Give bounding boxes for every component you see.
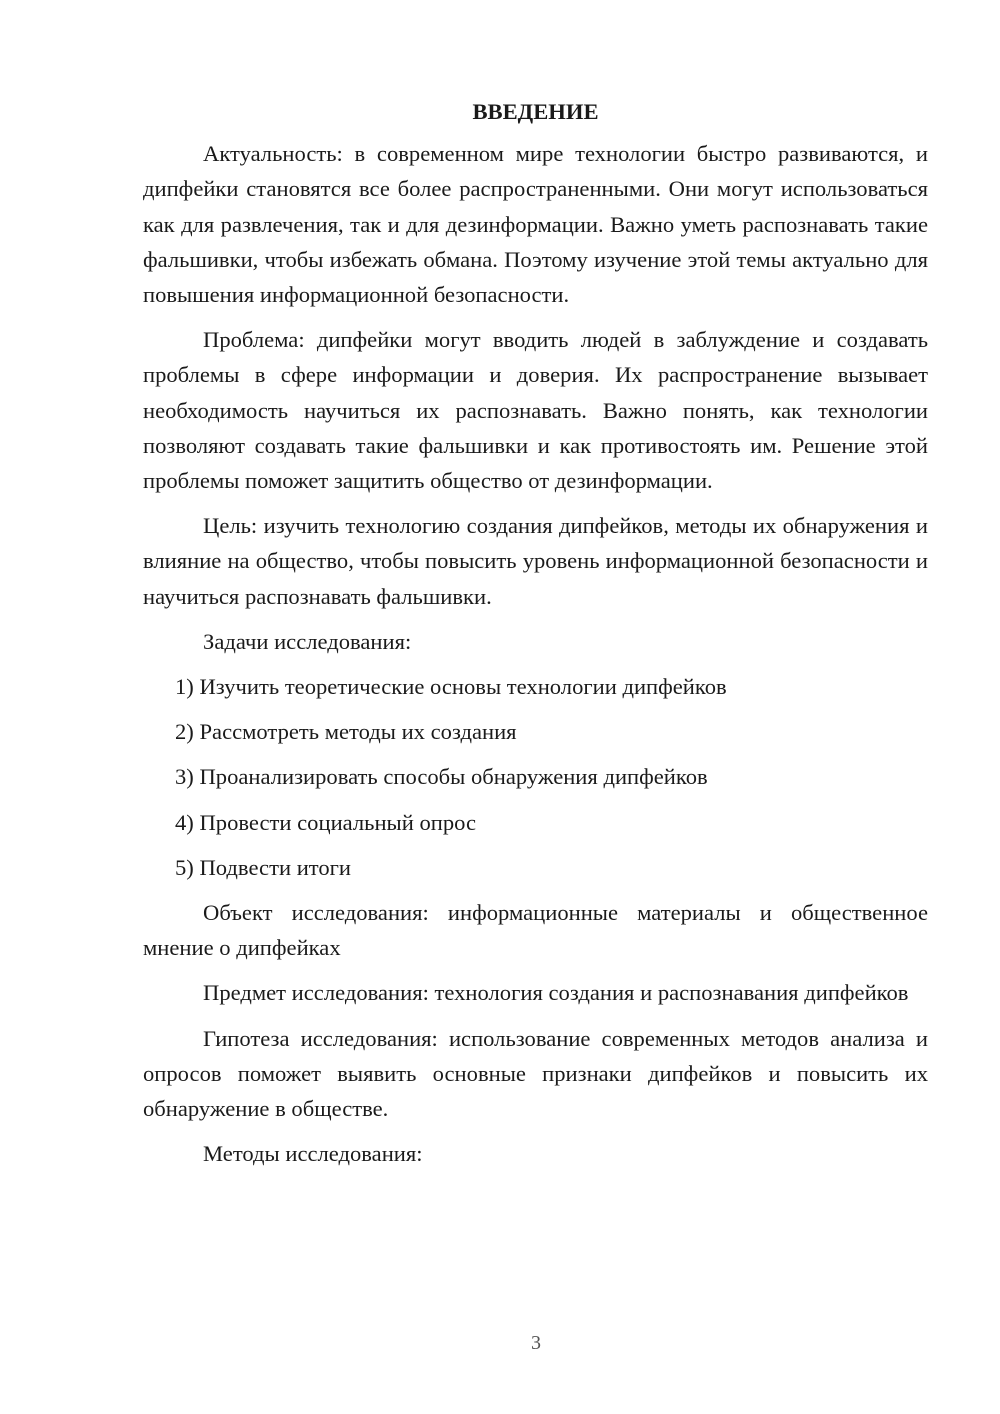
paragraph-problem: Проблема: дипфейки могут вводить людей в заблуждение и создавать проблемы в сфере информации и доверия. Их распространение вызывает необходимость научиться их распознавать. Важно понять, как технологии позволяют создавать такие фальшивки и как противостоять им. Решение этой проблемы поможет защитить общество от дезинформации.	[143, 327, 928, 494]
paragraph-hypothesis: Гипотеза исследования: использование современных методов анализа и опросов поможет выявить основные признаки дипфейков и повысить их обнаружение в обществе.	[143, 1025, 928, 1122]
list-item: 3) Проанализировать способы обнаружения дипфейков	[175, 764, 708, 790]
paragraph-subject: Предмет исследования: технология создания и распознавания дипфейков	[203, 980, 909, 1006]
page-number: 3	[531, 1332, 541, 1354]
paragraph-goal: Цель: изучить технологию создания дипфейков, методы их обнаружения и влияние на общество, чтобы повысить уровень информационной безопасности и научиться распознавать фальшивки.	[143, 513, 928, 609]
list-item: 5) Подвести итоги	[175, 854, 352, 880]
tasks-heading: Задачи исследования:	[203, 628, 412, 654]
list-item: 4) Провести социальный опрос	[175, 809, 477, 835]
paragraph-relevance: Актуальность: в современном мире технологии быстро развиваются, и дипфейки становятся все более распространенными. Они могут использоваться как для развлечения, так и для дезинформации. Важно уметь распознавать такие фальшивки, чтобы избежать обмана. Поэтому изучение этой темы актуально для повышения информационной безопасности.	[143, 141, 928, 308]
methods-heading: Методы исследования:	[203, 1141, 423, 1167]
document-page	[143, 94, 928, 1181]
list-item: 1) Изучить теоретические основы технологии дипфейков	[175, 674, 727, 700]
list-item: 2) Рассмотреть методы их создания	[175, 719, 517, 745]
section-title: ВВЕДЕНИЕ	[472, 99, 599, 124]
tasks-list	[143, 669, 928, 885]
paragraph-object: Объект исследования: информационные материалы и общественное мнение о дипфейках	[143, 900, 928, 961]
